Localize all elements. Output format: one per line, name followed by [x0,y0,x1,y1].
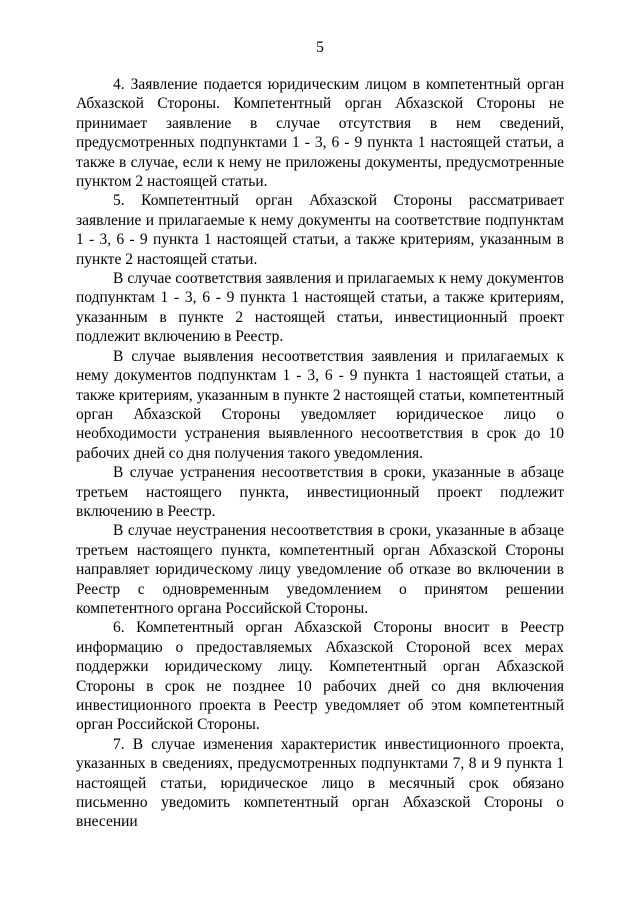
paragraph-remedy: В случае устранения несоответствия в сроки, указанные в абзаце третьем настоящего пункта, инвестиционный проект подлежит включению в Реестр. [76,464,564,520]
paragraph-item-5: 5. Компетентный орган Абхазской Стороны рассматривает заявление и прилагаемые к нему документы на соответствие подпунктам 1 - 3, 6 - 9 пункта 1 настоящей статьи, а также критериям, указанным в пункте 2 настоящей статьи. [76,192,564,268]
document-body [76,75,564,832]
paragraph-noncompliance: В случае выявления несоответствия заявления и прилагаемых к нему документов подпунктам 1 - 3, 6 - 9 пункта 1 настоящей статьи, а также критериям, указанным в пункте 2 настоящей статьи, компетентный орган Абхазской Стороны уведомляет юридическое лицо о необходимости устранения выявленного несоответствия в срок до 10 рабочих дней со дня получения такого уведомления. [76,347,564,462]
paragraph-item-4: 4. Заявление подается юридическим лицом в компетентный орган Абхазской Стороны. Компетентный орган Абхазской Стороны не принимает заявление в случае отсутствия в нем сведений, предусмотренных подпунктами 1 - 3, 6 - 9 пункта 1 настоящей статьи, а также в случае, если к нему не приложены документы, предусмотренные пунктом 2 настоящей статьи. [76,76,564,191]
page-number: 5 [316,39,324,56]
paragraph-item-7: 7. В случае изменения характеристик инвестиционного проекта, указанных в сведениях, предусмотренных подпунктами 7, 8 и 9 пункта 1 настоящей статьи, юридическое лицо в месячный срок обязано письменно уведомить компетентный орган Абхазской Стороны о внесении [76,735,564,831]
paragraph-refusal: В случае неустранения несоответствия в сроки, указанные в абзаце третьем настоящего пункта, компетентный орган Абхазской Стороны направляет юридическому лицу уведомление об отказе во включении в Реестр с одновременным уведомлением о принятом решении компетентного органа Российской Стороны. [76,522,564,617]
paragraph-compliance: В случае соответствия заявления и прилагаемых к нему документов подпунктам 1 - 3, 6 - 9 пункта 1 настоящей статьи, а также критериям, указанным в пункте 2 настоящей статьи, инвестиционный проект подлежит включению в Реестр. [76,270,564,346]
paragraph-item-6: 6. Компетентный орган Абхазской Стороны вносит в Реестр информацию о предоставляемых Абхазской Стороной всех мерах поддержки юридическому лицу. Компетентный орган Абхазской Стороны в срок не позднее 10 рабочих дней со дня включения инвестиционного проекта в Реестр уведомляет об этом компетентный орган Российской Стороны. [76,619,564,734]
